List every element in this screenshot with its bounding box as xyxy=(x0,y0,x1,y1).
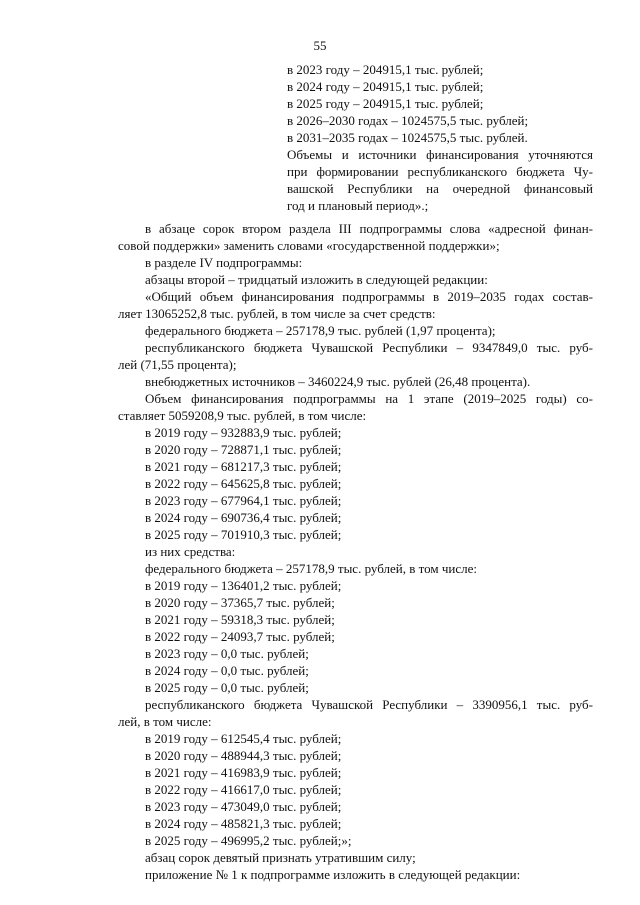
body-line: лей (71,55 процента); xyxy=(118,357,237,372)
body-line: совой поддержки» заменить словами «государственной поддержки»; xyxy=(118,238,500,253)
body-line: в 2020 году – 37365,7 тыс. рублей; xyxy=(145,595,335,610)
body-line: в 2025 году – 701910,3 тыс. рублей; xyxy=(145,527,342,542)
body-line: в 2021 году – 681217,3 тыс. рублей; xyxy=(145,459,342,474)
body-line: федерального бюджета – 257178,9 тыс. рублей, в том числе: xyxy=(145,561,478,576)
body-line: ляет 13065252,8 тыс. рублей, в том числе за счет средств: xyxy=(118,306,436,321)
top-line: при формировании республиканского бюджета Чу- xyxy=(287,164,593,179)
body-line: в 2025 году – 0,0 тыс. рублей; xyxy=(145,680,309,695)
body-line: в 2023 году – 0,0 тыс. рублей; xyxy=(145,646,309,661)
body-line: Объем финансирования подпрограммы на 1 этапе (2019–2025 годы) со- xyxy=(145,391,593,406)
body-line: внебюджетных источников – 3460224,9 тыс. рублей (26,48 процента). xyxy=(145,374,531,389)
body-line: в 2024 году – 690736,4 тыс. рублей; xyxy=(145,510,342,525)
body-line: лей, в том числе: xyxy=(118,714,212,729)
body-line: в 2024 году – 0,0 тыс. рублей; xyxy=(145,663,309,678)
top-line: вашской Республики на очередной финансовый xyxy=(287,181,593,196)
body-line: в 2023 году – 677964,1 тыс. рублей; xyxy=(145,493,342,508)
body-line: в 2019 году – 136401,2 тыс. рублей; xyxy=(145,578,342,593)
body-line: в разделе IV подпрограммы: xyxy=(145,255,303,270)
body-line: приложение № 1 к подпрограмме изложить в следующей редакции: xyxy=(145,867,521,882)
top-line: в 2025 году – 204915,1 тыс. рублей; xyxy=(287,96,484,111)
body-line: абзацы второй – тридцатый изложить в следующей редакции: xyxy=(145,272,488,287)
body-line: в 2019 году – 932883,9 тыс. рублей; xyxy=(145,425,342,440)
top-line: Объемы и источники финансирования уточняются xyxy=(287,147,593,162)
top-line: год и плановый период».; xyxy=(287,198,429,213)
body-line: «Общий объем финансирования подпрограммы в 2019–2035 годах состав- xyxy=(145,289,593,304)
top-line: в 2026–2030 годах – 1024575,5 тыс. рублей; xyxy=(287,113,529,128)
top-line: в 2031–2035 годах – 1024575,5 тыс. рублей. xyxy=(287,130,528,145)
body-line: из них средства: xyxy=(145,544,236,559)
body-line: в 2024 году – 485821,3 тыс. рублей; xyxy=(145,816,342,831)
body-line: в 2020 году – 488944,3 тыс. рублей; xyxy=(145,748,342,763)
body-line: республиканского бюджета Чувашской Республики – 3390956,1 тыс. руб- xyxy=(145,697,593,712)
page-number: 55 xyxy=(313,38,327,53)
body-line: абзац сорок девятый признать утратившим силу; xyxy=(145,850,416,865)
body-line: в 2022 году – 24093,7 тыс. рублей; xyxy=(145,629,335,644)
body-line: в 2020 году – 728871,1 тыс. рублей; xyxy=(145,442,342,457)
body-line: в 2022 году – 416617,0 тыс. рублей; xyxy=(145,782,342,797)
body-line: ставляет 5059208,9 тыс. рублей, в том числе: xyxy=(118,408,367,423)
top-line: в 2024 году – 204915,1 тыс. рублей; xyxy=(287,79,484,94)
body-line: в 2023 году – 473049,0 тыс. рублей; xyxy=(145,799,342,814)
body-line: республиканского бюджета Чувашской Республики – 9347849,0 тыс. руб- xyxy=(145,340,593,355)
top-line: в 2023 году – 204915,1 тыс. рублей; xyxy=(287,62,484,77)
body-line: федерального бюджета – 257178,9 тыс. рублей (1,97 процента); xyxy=(145,323,496,338)
body-line: в 2025 году – 496995,2 тыс. рублей;»; xyxy=(145,833,352,848)
body-line: в абзаце сорок втором раздела III подпрограммы слова «адресной финан- xyxy=(145,221,593,236)
body-line: в 2021 году – 59318,3 тыс. рублей; xyxy=(145,612,335,627)
body-line: в 2019 году – 612545,4 тыс. рублей; xyxy=(145,731,342,746)
body-line: в 2022 году – 645625,8 тыс. рублей; xyxy=(145,476,342,491)
body-line: в 2021 году – 416983,9 тыс. рублей; xyxy=(145,765,342,780)
